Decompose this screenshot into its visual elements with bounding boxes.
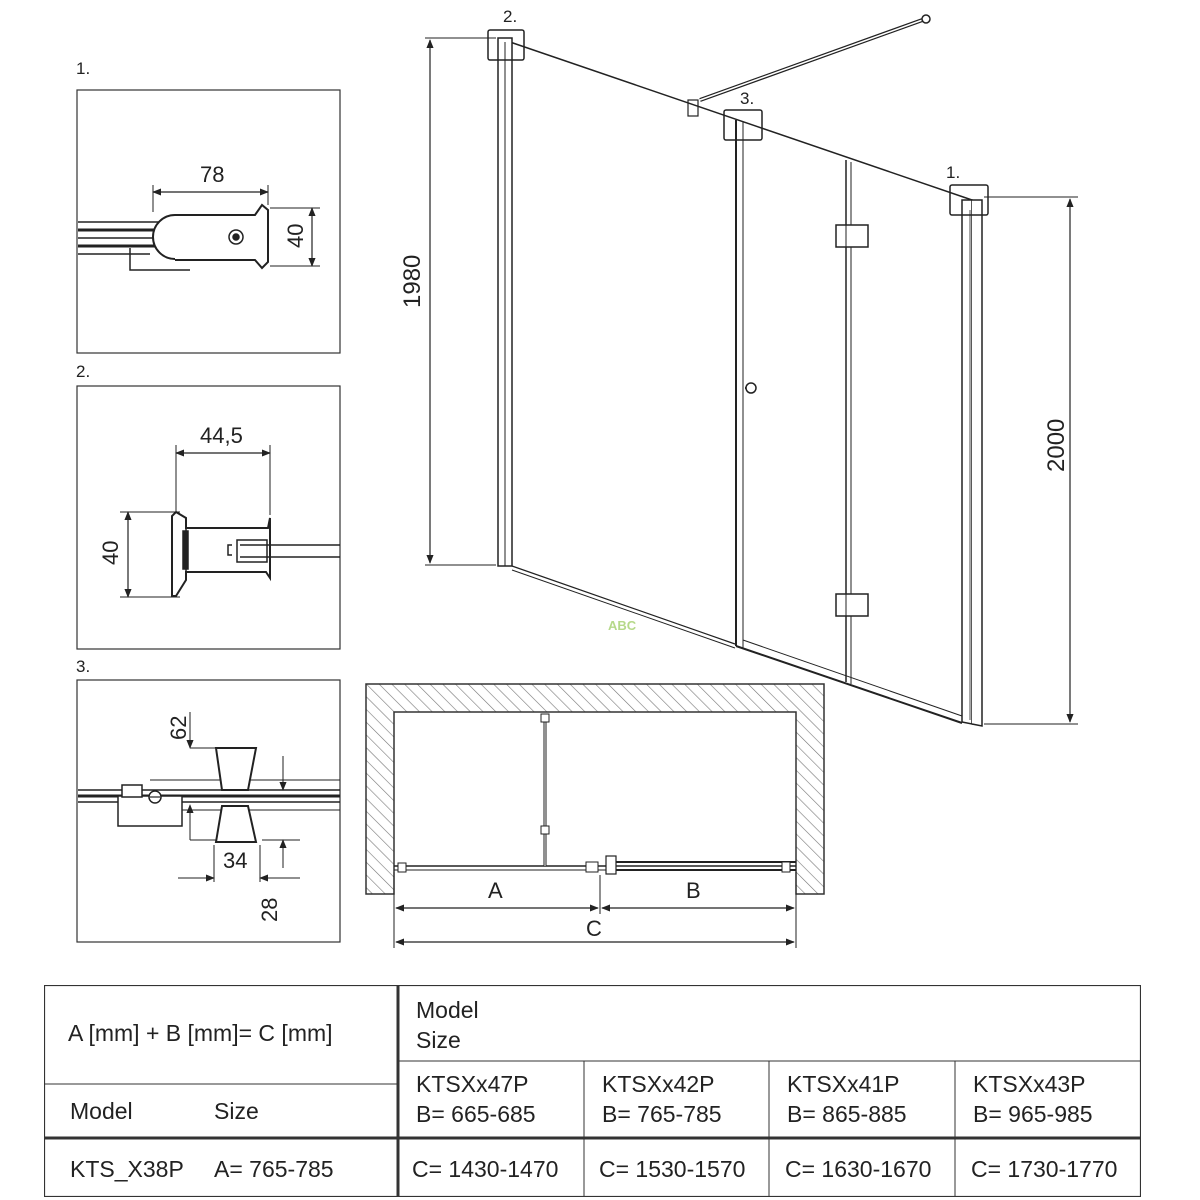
sub-model-header [70, 1096, 133, 1126]
detail-2-height: 40 [98, 540, 123, 565]
plan-label-a: A [488, 878, 503, 903]
sub-size: Size [214, 1098, 259, 1124]
detail-3-frame [77, 680, 340, 942]
c-range: C= 1530-1570 [599, 1156, 746, 1182]
callout-2: 2. [503, 7, 518, 26]
detail-1 [76, 59, 340, 353]
column-model: KTSXx47P [416, 1071, 529, 1097]
c-range: C= 1730-1770 [971, 1156, 1118, 1182]
detail-3-width: 34 [223, 848, 248, 873]
column-header [973, 1069, 1093, 1129]
detail-2-width: 44,5 [200, 423, 243, 448]
model-size-header [416, 995, 479, 1055]
main-view [399, 7, 1078, 726]
callout-1: 1. [946, 163, 961, 182]
row-model: KTS_X38P [70, 1156, 184, 1182]
c-range-cell [971, 1154, 1117, 1184]
c-range: C= 1630-1670 [785, 1156, 932, 1182]
height-1980: 1980 [399, 254, 426, 308]
plan-view [366, 684, 824, 948]
detail-1-width: 78 [200, 162, 225, 187]
detail-3-offset: 62 [166, 715, 191, 740]
watermark: ABC [608, 618, 637, 633]
formula: A [mm] + B [mm]= C [mm] [68, 1020, 333, 1046]
header-model: Model [416, 997, 479, 1023]
height-2000: 2000 [1043, 418, 1070, 472]
detail-2-label: 2. [76, 362, 91, 381]
c-range-cell [599, 1154, 745, 1184]
column-b-range: B= 665-685 [416, 1101, 536, 1127]
plan-label-b: B [686, 878, 701, 903]
detail-3-height: 28 [257, 897, 282, 922]
detail-2 [76, 362, 340, 649]
detail-1-height: 40 [283, 223, 308, 248]
column-b-range: B= 965-985 [973, 1101, 1093, 1127]
column-header [787, 1069, 907, 1129]
c-range-cell [412, 1154, 558, 1184]
row-model-cell [70, 1154, 184, 1184]
c-range: C= 1430-1470 [412, 1156, 559, 1182]
formula-cell [68, 1018, 333, 1048]
column-header [416, 1069, 536, 1129]
header-size: Size [416, 1027, 461, 1053]
detail-3 [76, 657, 340, 942]
spec-table [44, 985, 1141, 1197]
column-b-range: B= 765-785 [602, 1101, 722, 1127]
detail-3-label: 3. [76, 657, 91, 676]
plan-label-c-small: C [586, 916, 602, 941]
callout-3: 3. [740, 89, 755, 108]
column-model: KTSXx42P [602, 1071, 715, 1097]
c-range-cell [785, 1154, 931, 1184]
column-model: KTSXx41P [787, 1071, 900, 1097]
row-a-cell [214, 1154, 334, 1184]
sub-size-header [214, 1096, 259, 1126]
column-b-range: B= 865-885 [787, 1101, 907, 1127]
sub-model: Model [70, 1098, 133, 1124]
detail-1-label: 1. [76, 59, 91, 78]
column-model: KTSXx43P [973, 1071, 1086, 1097]
row-a-range: A= 765-785 [214, 1156, 334, 1182]
column-header [602, 1069, 722, 1129]
